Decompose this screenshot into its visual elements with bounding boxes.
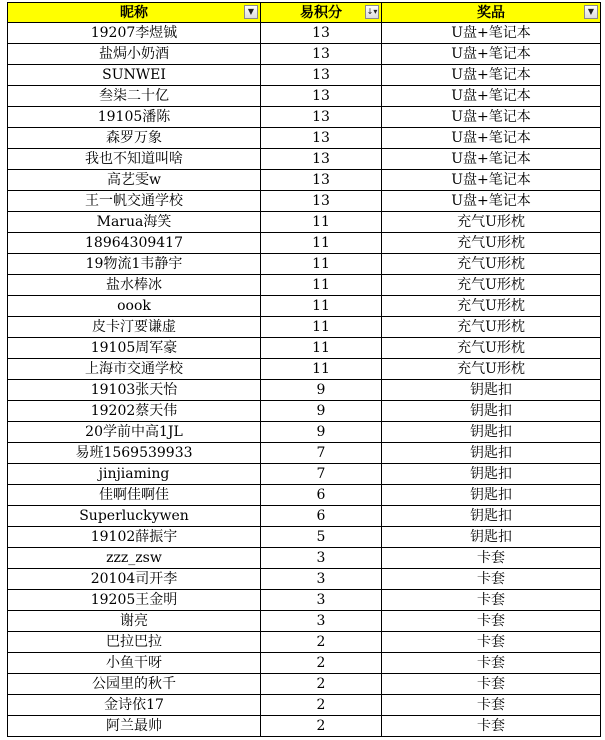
points-cell[interactable]: 13 — [261, 23, 382, 44]
nickname-cell[interactable]: 上海市交通学校 — [8, 359, 261, 380]
points-cell[interactable]: 6 — [261, 506, 382, 527]
nickname-cell[interactable]: 阿兰最帅 — [8, 716, 261, 737]
table-row — [8, 569, 601, 590]
table-row — [8, 317, 601, 338]
prize-cell[interactable]: 充气U形枕 — [382, 317, 601, 338]
prize-cell[interactable]: 卡套 — [382, 632, 601, 653]
points-cell[interactable]: 9 — [261, 401, 382, 422]
table-row — [8, 107, 601, 128]
table-row — [8, 254, 601, 275]
table-row — [8, 359, 601, 380]
points-cell[interactable]: 13 — [261, 107, 382, 128]
table-row — [8, 653, 601, 674]
prize-cell[interactable]: 充气U形枕 — [382, 296, 601, 317]
points-cell[interactable]: 13 — [261, 86, 382, 107]
points-cell[interactable]: 11 — [261, 254, 382, 275]
points-cell[interactable]: 11 — [261, 212, 382, 233]
nickname-cell[interactable]: jinjiaming — [8, 464, 261, 485]
prize-cell[interactable]: U盘+笔记本 — [382, 128, 601, 149]
table-row — [8, 527, 601, 548]
points-cell[interactable]: 7 — [261, 443, 382, 464]
nickname-cell[interactable]: 20104司开李 — [8, 569, 261, 590]
points-cell[interactable]: 11 — [261, 233, 382, 254]
nickname-cell[interactable]: 易班1569539933 — [8, 443, 261, 464]
prize-cell[interactable]: 卡套 — [382, 548, 601, 569]
prize-cell[interactable]: 卡套 — [382, 716, 601, 737]
nickname-cell[interactable]: 叁柒二十亿 — [8, 86, 261, 107]
prize-cell[interactable]: 钥匙扣 — [382, 485, 601, 506]
dropdown-arrow-icon[interactable]: ▼ — [584, 5, 598, 19]
nickname-cell[interactable]: 王一帆交通学校 — [8, 191, 261, 212]
prize-cell[interactable]: 充气U形枕 — [382, 338, 601, 359]
sort-descending-filter-icon[interactable]: ↓▾ — [365, 5, 379, 19]
table-row — [8, 611, 601, 632]
table-row — [8, 485, 601, 506]
nickname-cell[interactable]: 19202蔡天伟 — [8, 401, 261, 422]
prize-cell[interactable]: 钥匙扣 — [382, 401, 601, 422]
table-row — [8, 128, 601, 149]
prize-cell[interactable]: 卡套 — [382, 674, 601, 695]
prize-cell[interactable]: 卡套 — [382, 569, 601, 590]
table-row — [8, 149, 601, 170]
table-row — [8, 506, 601, 527]
nickname-cell[interactable]: zzz_zsw — [8, 548, 261, 569]
points-cell[interactable]: 2 — [261, 716, 382, 737]
table-row — [8, 632, 601, 653]
prize-cell[interactable]: 充气U形枕 — [382, 233, 601, 254]
prize-cell[interactable]: 卡套 — [382, 695, 601, 716]
prize-table — [7, 2, 601, 737]
table-row — [8, 590, 601, 611]
nickname-cell[interactable]: 我也不知道叫啥 — [8, 149, 261, 170]
nickname-cell[interactable]: 19207李煜铖 — [8, 23, 261, 44]
points-cell[interactable]: 11 — [261, 359, 382, 380]
table-row — [8, 464, 601, 485]
prize-cell[interactable]: U盘+笔记本 — [382, 86, 601, 107]
points-header-label: 易积分 — [300, 4, 342, 21]
nickname-cell[interactable]: 19105潘陈 — [8, 107, 261, 128]
table-row — [8, 191, 601, 212]
nickname-cell[interactable]: Marua海笑 — [8, 212, 261, 233]
nickname-cell[interactable]: 谢亮 — [8, 611, 261, 632]
table-row — [8, 695, 601, 716]
prize-cell[interactable]: 钥匙扣 — [382, 527, 601, 548]
points-header[interactable] — [261, 3, 382, 23]
points-cell[interactable]: 3 — [261, 611, 382, 632]
table-row — [8, 422, 601, 443]
points-cell[interactable]: 11 — [261, 338, 382, 359]
prize-header[interactable] — [382, 3, 601, 23]
points-cell[interactable]: 13 — [261, 191, 382, 212]
prize-cell[interactable]: 卡套 — [382, 590, 601, 611]
nickname-header-label: 昵称 — [120, 4, 148, 21]
nickname-cell[interactable]: 18964309417 — [8, 233, 261, 254]
prize-cell[interactable]: 充气U形枕 — [382, 359, 601, 380]
points-cell[interactable]: 13 — [261, 149, 382, 170]
prize-cell[interactable]: U盘+笔记本 — [382, 191, 601, 212]
prize-cell[interactable]: U盘+笔记本 — [382, 44, 601, 65]
points-cell[interactable]: 3 — [261, 590, 382, 611]
nickname-cell[interactable]: 19物流1韦静宇 — [8, 254, 261, 275]
prize-cell[interactable]: U盘+笔记本 — [382, 170, 601, 191]
nickname-cell[interactable]: 小鱼干呀 — [8, 653, 261, 674]
nickname-cell[interactable]: 森罗万象 — [8, 128, 261, 149]
nickname-cell[interactable]: 皮卡汀要谦虚 — [8, 317, 261, 338]
table-row — [8, 65, 601, 86]
table-row — [8, 401, 601, 422]
table-row — [8, 170, 601, 191]
prize-cell[interactable]: 钥匙扣 — [382, 422, 601, 443]
points-cell[interactable]: 2 — [261, 653, 382, 674]
dropdown-arrow-icon[interactable]: ▼ — [244, 5, 258, 19]
table-row — [8, 716, 601, 737]
nickname-cell[interactable]: Superluckywen — [8, 506, 261, 527]
table-row — [8, 548, 601, 569]
nickname-cell[interactable]: 公园里的秋千 — [8, 674, 261, 695]
nickname-header[interactable] — [8, 3, 261, 23]
prize-cell[interactable]: 卡套 — [382, 611, 601, 632]
table-row — [8, 44, 601, 65]
points-cell[interactable]: 9 — [261, 380, 382, 401]
nickname-cell[interactable]: 金诗依17 — [8, 695, 261, 716]
points-cell[interactable]: 11 — [261, 275, 382, 296]
prize-header-label: 奖品 — [477, 4, 505, 21]
points-cell[interactable]: 2 — [261, 695, 382, 716]
prize-cell[interactable]: 钥匙扣 — [382, 506, 601, 527]
table-row — [8, 86, 601, 107]
nickname-cell[interactable]: oook — [8, 296, 261, 317]
nickname-cell[interactable]: 19103张天怡 — [8, 380, 261, 401]
prize-cell[interactable]: 充气U形枕 — [382, 212, 601, 233]
nickname-cell[interactable]: 巴拉巴拉 — [8, 632, 261, 653]
nickname-cell[interactable]: 高艺雯w — [8, 170, 261, 191]
prize-cell[interactable]: U盘+笔记本 — [382, 149, 601, 170]
points-cell[interactable]: 5 — [261, 527, 382, 548]
prize-cell[interactable]: 充气U形枕 — [382, 254, 601, 275]
header-row — [8, 3, 601, 23]
points-cell[interactable]: 2 — [261, 674, 382, 695]
prize-cell[interactable]: U盘+笔记本 — [382, 107, 601, 128]
table-row — [8, 380, 601, 401]
prize-cell[interactable]: U盘+笔记本 — [382, 23, 601, 44]
prize-cell[interactable]: 钥匙扣 — [382, 380, 601, 401]
points-cell[interactable]: 9 — [261, 422, 382, 443]
table-row — [8, 233, 601, 254]
points-cell[interactable]: 13 — [261, 65, 382, 86]
nickname-cell[interactable]: SUNWEI — [8, 65, 261, 86]
nickname-cell[interactable]: 20学前中高1JL — [8, 422, 261, 443]
table-row — [8, 338, 601, 359]
table-row — [8, 275, 601, 296]
table-row — [8, 443, 601, 464]
nickname-cell[interactable]: 佳啊佳啊佳 — [8, 485, 261, 506]
points-cell[interactable]: 11 — [261, 317, 382, 338]
nickname-cell[interactable]: 盐焗小奶酒 — [8, 44, 261, 65]
prize-cell[interactable]: 充气U形枕 — [382, 275, 601, 296]
table-row — [8, 296, 601, 317]
points-cell[interactable]: 11 — [261, 296, 382, 317]
points-cell[interactable]: 13 — [261, 44, 382, 65]
prize-cell[interactable]: 钥匙扣 — [382, 443, 601, 464]
table-row — [8, 23, 601, 44]
points-cell[interactable]: 6 — [261, 485, 382, 506]
points-cell[interactable]: 13 — [261, 128, 382, 149]
prize-cell[interactable]: 钥匙扣 — [382, 464, 601, 485]
prize-cell[interactable]: U盘+笔记本 — [382, 65, 601, 86]
points-cell[interactable]: 13 — [261, 170, 382, 191]
points-cell[interactable]: 3 — [261, 569, 382, 590]
nickname-cell[interactable]: 19205王金明 — [8, 590, 261, 611]
nickname-cell[interactable]: 19105周军豪 — [8, 338, 261, 359]
nickname-cell[interactable]: 盐水棒冰 — [8, 275, 261, 296]
table-row — [8, 674, 601, 695]
points-cell[interactable]: 7 — [261, 464, 382, 485]
table-row — [8, 212, 601, 233]
prize-cell[interactable]: 卡套 — [382, 653, 601, 674]
nickname-cell[interactable]: 19102薛振宇 — [8, 527, 261, 548]
points-cell[interactable]: 2 — [261, 632, 382, 653]
points-cell[interactable]: 3 — [261, 548, 382, 569]
